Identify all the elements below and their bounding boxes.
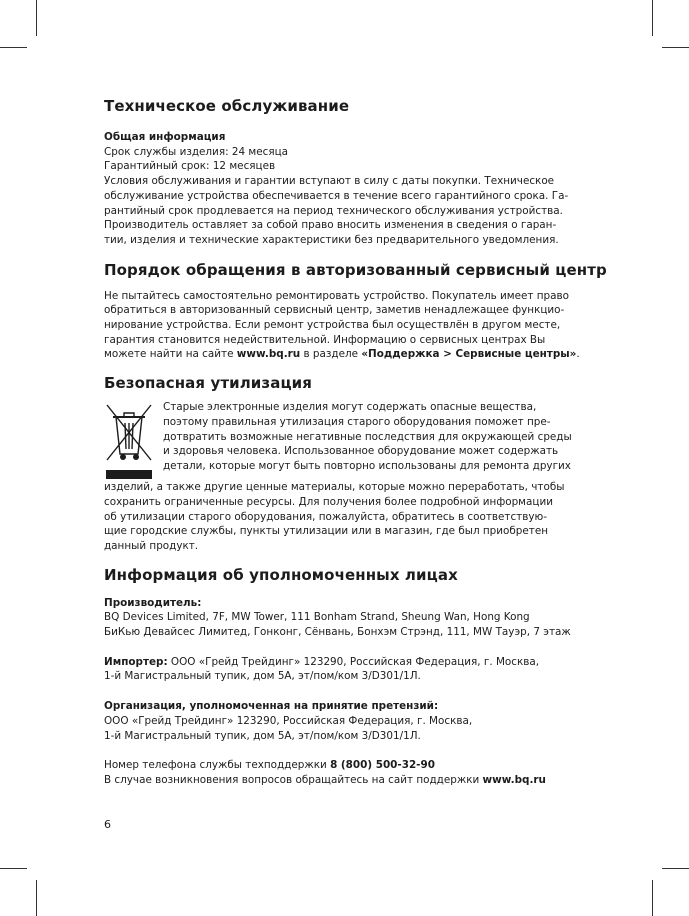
text-line: BQ Devices Limited, 7F, MW Tower, 111 Bonham Strand, Sheung Wan, Hong Kong — [104, 611, 530, 624]
text-line: 1-й Магистральный тупик, дом 5А, эт/пом/ком 3/D301/1Л. — [104, 729, 421, 742]
subtitle-general-info: Общая информация — [104, 131, 226, 143]
text-line: Не пытайтесь самостоятельно ремонтировать устройство. Покупатель имеет право — [104, 289, 569, 302]
page-content — [104, 96, 609, 788]
text-line: обслуживание устройства обеспечивается в течение всего гарантийного срока. Га- — [104, 189, 569, 202]
text-fragment: В случае возникновения вопросов обращайтесь на сайт поддержки — [104, 773, 483, 786]
text-fragment: в разделе — [300, 348, 362, 361]
text-line: об утилизации старого оборудования, пожалуйста, обратитесь в соответствую- — [104, 510, 547, 523]
text-line: Гарантийный срок: 12 месяцев — [104, 160, 276, 173]
text-fragment: Номер телефона службы техподдержки — [104, 759, 331, 772]
text-line: детали, которые могут быть повторно использованы для ремонта других — [163, 459, 571, 472]
importer-line — [104, 655, 609, 670]
text-line: гарантия становится недействительной. Информацию о сервисных центрах Вы — [104, 333, 546, 346]
text-line: Производитель оставляет за собой право вносить изменения в сведения о гаран- — [104, 219, 557, 232]
crop-mark-tl-v — [36, 0, 37, 36]
crop-mark-br-v — [652, 880, 653, 916]
text-line: данный продукт. — [104, 539, 199, 552]
text-line: нирование устройства. Если ремонт устройства был осуществлён в другом месте, — [104, 319, 561, 332]
section-title-authorized-persons: Информация об уполномоченных лицах — [104, 565, 458, 584]
text-line: сохранить ограниченные ресурсы. Для получения более подробной информации — [104, 495, 553, 508]
disposal-block — [104, 400, 609, 554]
text-line: БиКью Девайсес Лимитед, Гонконг, Сёнвань, Бонхэм Стрэнд, 111, MW Тауэр, 7 этаж — [104, 626, 571, 639]
crossed-out-wheelie-bin-icon — [104, 402, 154, 480]
text-fragment: . — [576, 348, 580, 361]
text-line: 1-й Магистральный тупик, дом 5А, эт/пом/ком 3/D301/1Л. — [104, 670, 421, 683]
text-line: щие городские службы, пункты утилизации или в магазин, где был приобретен — [104, 525, 549, 538]
manufacturer-label: Производитель: — [104, 596, 202, 609]
section-title-maintenance: Техническое обслуживание — [104, 97, 350, 115]
text-line: ООО «Грейд Трейдинг» 123290, Российская Федерация, г. Москва, — [104, 714, 473, 727]
claims-label: Организация, уполномоченная на принятие претензий: — [104, 700, 439, 713]
text-line: дотвратить возможные негативные последствия для окружающей среды — [163, 430, 572, 443]
text-line: Срок службы изделия: 24 месяца — [104, 145, 289, 158]
crop-mark-tr-h — [662, 47, 689, 48]
text-line: Условия обслуживания и гарантии вступают в силу с даты покупки. Техническое — [104, 175, 555, 188]
site-link[interactable]: www.bq.ru — [236, 348, 301, 361]
text-line — [104, 347, 609, 362]
text-line: рантийный срок продлевается на период технического обслуживания устройства. — [104, 204, 563, 217]
page-number: 6 — [104, 818, 111, 831]
text-line: изделий, а также другие ценные материалы, которые можно переработать, чтобы — [104, 481, 565, 494]
section-title-service-center: Порядок обращения в авторизованный сервисный центр — [104, 260, 607, 279]
text-line: тии, изделия и технические характеристики без предварительного уведомления. — [104, 233, 559, 246]
crop-mark-tl-h — [0, 47, 27, 48]
text-line: Старые электронные изделия могут содержать опасные вещества, — [163, 401, 537, 414]
crop-mark-bl-v — [36, 880, 37, 916]
support-section-reference: «Поддержка > Сервисные центры» — [361, 348, 577, 361]
importer-label: Импортер: — [104, 655, 168, 668]
crop-mark-bl-h — [0, 868, 27, 869]
site-line — [104, 773, 609, 788]
phone-line — [104, 758, 609, 773]
text-line: и здоровья человека. Использованное оборудование может содержать — [163, 445, 559, 458]
crop-mark-tr-v — [652, 0, 653, 36]
crop-mark-br-h — [662, 868, 689, 869]
text-line: поэтому правильная утилизация старого оборудования поможет пре- — [163, 415, 551, 428]
section-title-disposal: Безопасная утилизация — [104, 374, 313, 393]
text-fragment: можете найти на сайте — [104, 348, 237, 361]
support-phone: 8 (800) 500-32-90 — [330, 759, 435, 772]
text-fragment: ООО «Грейд Трейдинг» 123290, Российская Федерация, г. Москва, — [167, 655, 540, 668]
text-line: обратиться в авторизованный сервисный центр, заметив ненадлежащее функцио- — [104, 304, 565, 317]
support-site-link[interactable]: www.bq.ru — [482, 773, 546, 786]
